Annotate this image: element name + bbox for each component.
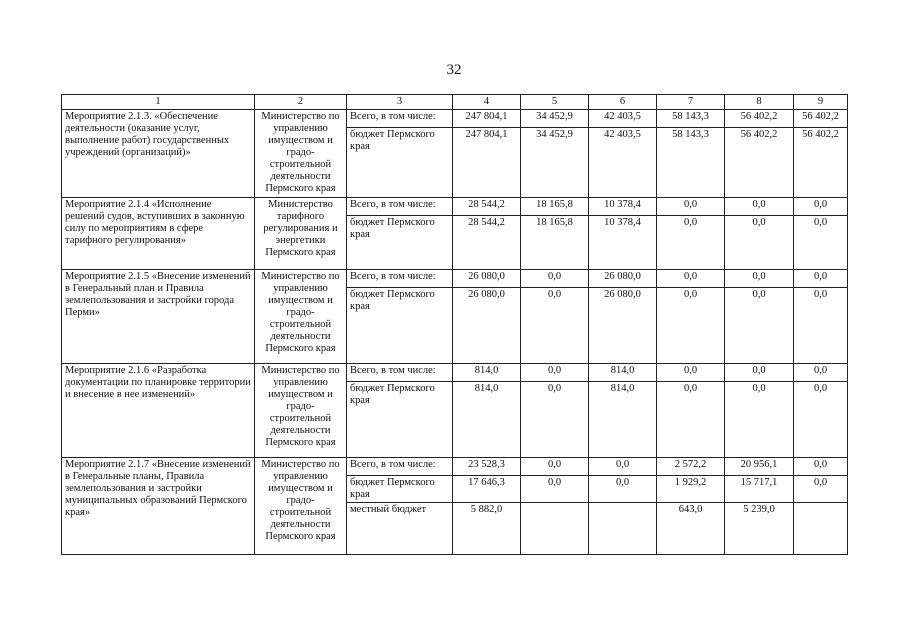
amount-cell: 18 165,8 <box>521 216 589 270</box>
amount-cell: 26 080,0 <box>453 270 521 288</box>
amount-cell: 0,0 <box>794 288 848 364</box>
amount-cell: 0,0 <box>725 198 794 216</box>
amount-cell: 26 080,0 <box>589 288 657 364</box>
amount-cell: 0,0 <box>589 476 657 503</box>
amount-cell: 0,0 <box>794 198 848 216</box>
funding-source-cell: бюджет Пермского края <box>347 476 453 503</box>
amount-cell: 0,0 <box>521 458 589 476</box>
amount-cell: 18 165,8 <box>521 198 589 216</box>
amount-cell: 56 402,2 <box>794 128 848 198</box>
amount-cell: 26 080,0 <box>453 288 521 364</box>
header-cell: 2 <box>255 95 347 110</box>
amount-cell: 0,0 <box>657 198 725 216</box>
funding-source-cell: местный бюджет <box>347 503 453 555</box>
amount-cell: 0,0 <box>794 476 848 503</box>
amount-cell: 10 378,4 <box>589 216 657 270</box>
activity-cell: Мероприятие 2.1.7 «Внесение изменений в Генеральные планы, Правила землепользования и застройки муниципальных образований Пермского края» <box>62 458 255 555</box>
amount-cell: 0,0 <box>521 382 589 458</box>
amount-cell: 58 143,3 <box>657 110 725 128</box>
amount-cell: 2 572,2 <box>657 458 725 476</box>
amount-cell: 814,0 <box>453 382 521 458</box>
header-cell: 6 <box>589 95 657 110</box>
header-cell: 3 <box>347 95 453 110</box>
funding-source-cell: Всего, в том числе: <box>347 270 453 288</box>
page-number: 32 <box>446 62 462 78</box>
amount-cell: 247 804,1 <box>453 110 521 128</box>
amount-cell: 814,0 <box>589 382 657 458</box>
amount-cell: 28 544,2 <box>453 216 521 270</box>
funding-source-cell: Всего, в том числе: <box>347 198 453 216</box>
table-row <box>62 198 848 216</box>
amount-cell: 42 403,5 <box>589 128 657 198</box>
amount-cell: 814,0 <box>453 364 521 382</box>
header-cell: 4 <box>453 95 521 110</box>
amount-cell: 247 804,1 <box>453 128 521 198</box>
amount-cell: 0,0 <box>521 476 589 503</box>
amount-cell: 0,0 <box>657 270 725 288</box>
amount-cell: 0,0 <box>725 270 794 288</box>
amount-cell: 5 239,0 <box>725 503 794 555</box>
amount-cell: 0,0 <box>589 458 657 476</box>
amount-cell: 0,0 <box>521 288 589 364</box>
executor-cell: Министерство по управлению имуществом и градо-строительной деятельности Пермского края <box>255 110 347 198</box>
table-row <box>62 110 848 128</box>
header-cell: 5 <box>521 95 589 110</box>
amount-cell: 26 080,0 <box>589 270 657 288</box>
amount-cell: 643,0 <box>657 503 725 555</box>
budget-table <box>61 94 848 555</box>
amount-cell: 56 402,2 <box>794 110 848 128</box>
funding-source-cell: бюджет Пермского края <box>347 288 453 364</box>
amount-cell: 0,0 <box>794 364 848 382</box>
amount-cell: 23 528,3 <box>453 458 521 476</box>
amount-cell: 0,0 <box>521 364 589 382</box>
table-row <box>62 364 848 382</box>
amount-cell: 20 956,1 <box>725 458 794 476</box>
header-cell: 8 <box>725 95 794 110</box>
amount-cell: 15 717,1 <box>725 476 794 503</box>
amount-cell: 0,0 <box>725 288 794 364</box>
header-cell: 1 <box>62 95 255 110</box>
table-row <box>62 458 848 476</box>
amount-cell: 28 544,2 <box>453 198 521 216</box>
funding-source-cell: бюджет Пермского края <box>347 382 453 458</box>
executor-cell: Министерство по управлению имуществом и градо-строительной деятельности Пермского края <box>255 364 347 458</box>
funding-source-cell: бюджет Пермского края <box>347 128 453 198</box>
amount-cell <box>521 503 589 555</box>
amount-cell: 0,0 <box>521 270 589 288</box>
table-row <box>62 270 848 288</box>
header-cell: 7 <box>657 95 725 110</box>
amount-cell: 56 402,2 <box>725 110 794 128</box>
amount-cell: 0,0 <box>725 216 794 270</box>
amount-cell: 0,0 <box>657 364 725 382</box>
activity-cell: Мероприятие 2.1.4 «Исполнение решений судов, вступивших в законную силу по мероприятиям в сфере тарифного регулирования» <box>62 198 255 270</box>
executor-cell: Министерство по управлению имуществом и градо-строительной деятельности Пермского края <box>255 270 347 364</box>
amount-cell: 10 378,4 <box>589 198 657 216</box>
header-row <box>62 95 848 110</box>
amount-cell: 1 929,2 <box>657 476 725 503</box>
funding-source-cell: Всего, в том числе: <box>347 364 453 382</box>
activity-cell: Мероприятие 2.1.3. «Обеспечение деятельности (оказание услуг, выполнение работ) государственных учреждений (организаций)» <box>62 110 255 198</box>
amount-cell: 5 882,0 <box>453 503 521 555</box>
header-cell: 9 <box>794 95 848 110</box>
amount-cell: 58 143,3 <box>657 128 725 198</box>
amount-cell: 56 402,2 <box>725 128 794 198</box>
amount-cell: 42 403,5 <box>589 110 657 128</box>
executor-cell: Министерство тарифного регулирования и энергетики Пермского края <box>255 198 347 270</box>
activity-cell: Мероприятие 2.1.5 «Внесение изменений в Генеральный план и Правила землепользования и застройки города Перми» <box>62 270 255 364</box>
amount-cell: 814,0 <box>589 364 657 382</box>
funding-source-cell: Всего, в том числе: <box>347 458 453 476</box>
amount-cell: 0,0 <box>794 458 848 476</box>
amount-cell: 17 646,3 <box>453 476 521 503</box>
activity-cell: Мероприятие 2.1.6 «Разработка документации по планировке территории и внесение в нее изменений» <box>62 364 255 458</box>
amount-cell: 0,0 <box>657 288 725 364</box>
amount-cell: 0,0 <box>794 270 848 288</box>
funding-source-cell: Всего, в том числе: <box>347 110 453 128</box>
amount-cell: 34 452,9 <box>521 128 589 198</box>
amount-cell: 0,0 <box>657 216 725 270</box>
amount-cell: 0,0 <box>794 382 848 458</box>
amount-cell: 34 452,9 <box>521 110 589 128</box>
amount-cell: 0,0 <box>725 382 794 458</box>
amount-cell <box>589 503 657 555</box>
amount-cell: 0,0 <box>794 216 848 270</box>
amount-cell: 0,0 <box>657 382 725 458</box>
amount-cell <box>794 503 848 555</box>
funding-source-cell: бюджет Пермского края <box>347 216 453 270</box>
executor-cell: Министерство по управлению имуществом и градо-строительной деятельности Пермского края <box>255 458 347 555</box>
amount-cell: 0,0 <box>725 364 794 382</box>
